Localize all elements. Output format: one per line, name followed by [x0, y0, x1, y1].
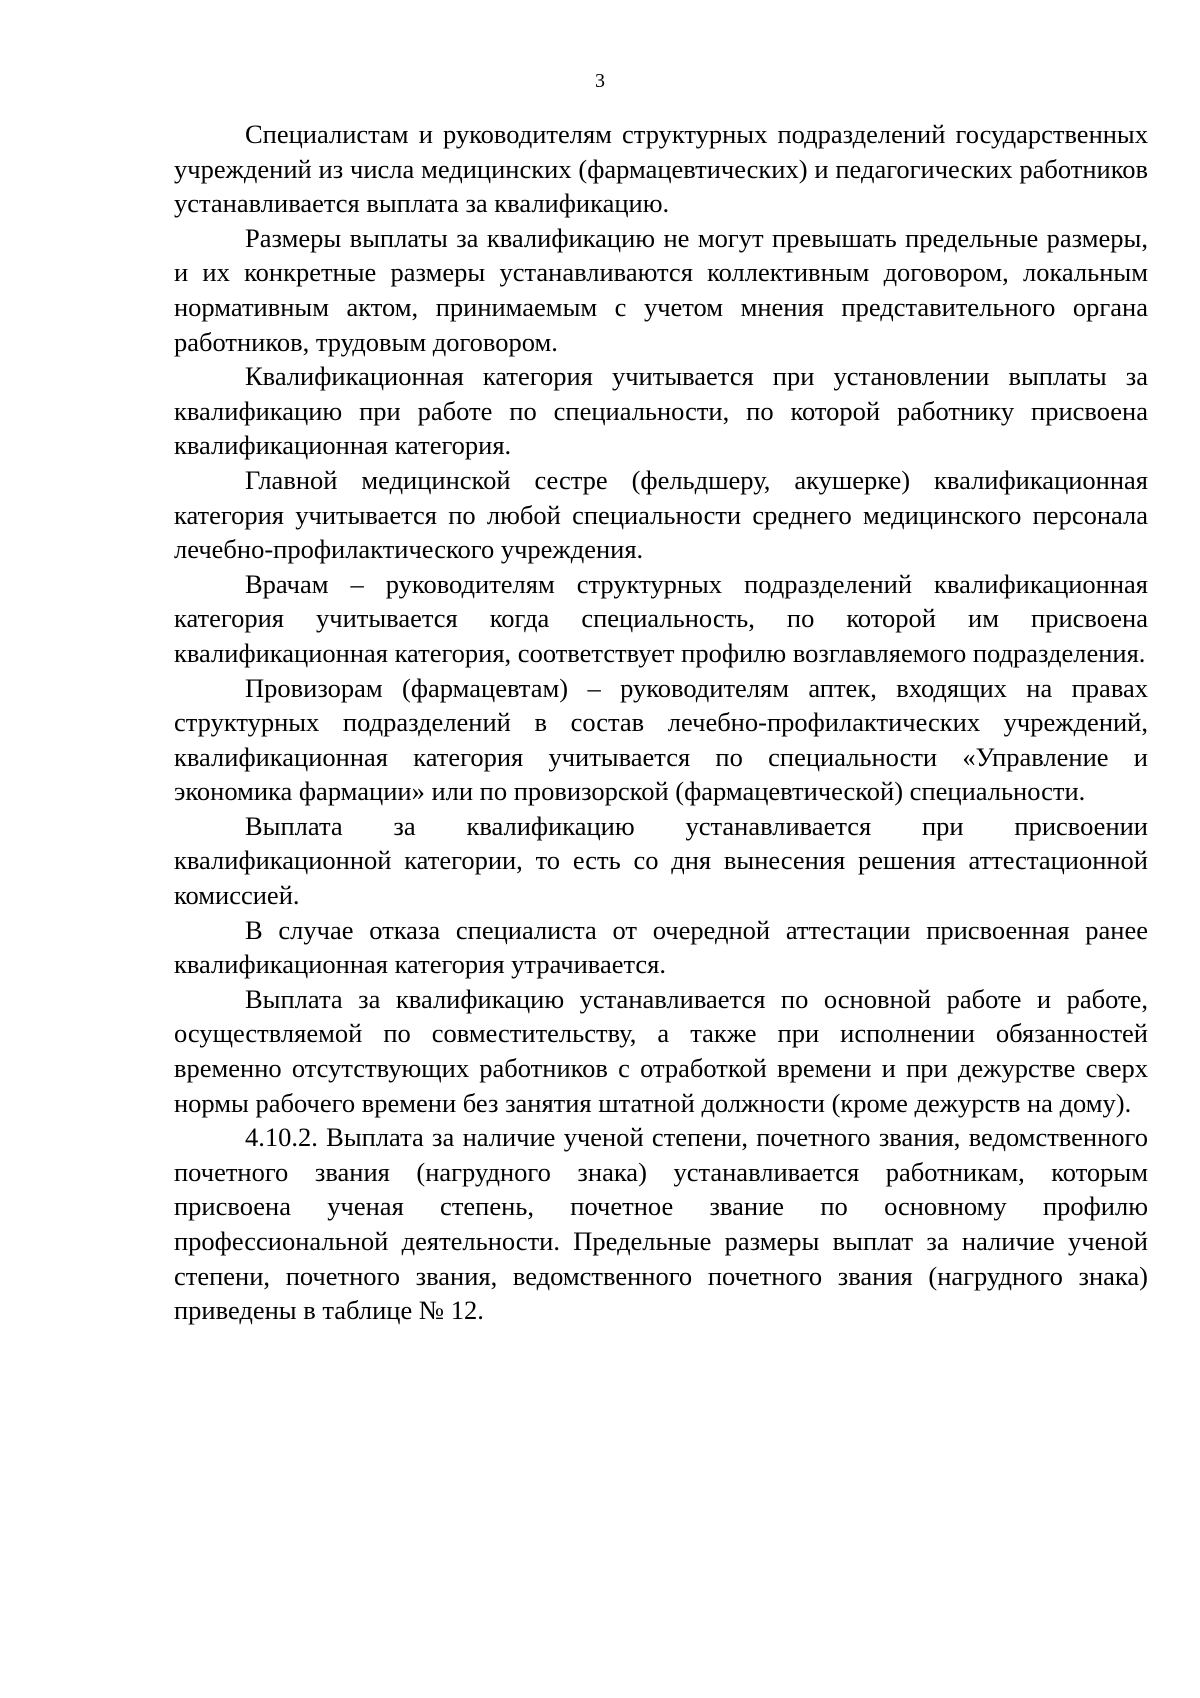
- document-body: [174, 117, 1148, 1328]
- paragraph-section-4-10-2: 4.10.2. Выплата за наличие ученой степени, почетного звания, ведомственного почетного звания (нагрудного знака) устанавливается работникам, которым присвоена ученая степень, почетное звание по основному профилю профессиональной деятельности. Предельные размеры выплат за наличие ученой степени, почетного звания, ведомственного почетного звания (нагрудного знака) приведены в таблице № 12.: [174, 1122, 1148, 1326]
- paragraph-payment-limits: Размеры выплаты за квалификацию не могут превышать предельные размеры, и их конкретные размеры устанавливаются коллективным договором, локальным нормативным актом, принимаемым с учетом мнения представительного органа работников, трудовым договором.: [174, 222, 1148, 357]
- paragraph-doctors-heads: Врачам – руководителям структурных подразделений квалификационная категория учитывается когда специальность, по которой им присвоена квалификационная категория, соответствует профилю возглавляемого подразделения.: [174, 568, 1148, 668]
- paragraph-payment-start: Выплата за квалификацию устанавливается при присвоении квалификационной категории, то есть со дня вынесения решения аттестационной комиссией.: [174, 810, 1148, 911]
- paragraph-qualification-payment: Специалистам и руководителям структурных подразделений государственных учреждений из числа медицинских (фармацевтических) и педагогических работников устанавливается выплата за квалификацию.: [174, 119, 1148, 219]
- page-number: 3: [595, 70, 605, 92]
- paragraph-main-and-secondary-work: Выплата за квалификацию устанавливается по основной работе и работе, осуществляемой по совместительству, а также при исполнении обязанностей временно отсутствующих работников с отработкой времени и при дежурстве сверх нормы рабочего времени без занятия штатной должности (кроме дежурств на дому).: [174, 983, 1148, 1118]
- paragraph-refusal: В случае отказа специалиста от очередной аттестации присвоенная ранее квалификационная категория утрачивается.: [174, 914, 1148, 980]
- paragraph-pharmacists: Провизорам (фармацевтам) – руководителям аптек, входящих на правах структурных подразделений в состав лечебно-профилактических учреждений, квалификационная категория учитывается по специальности «Управление и экономика фармации» или по провизорской (фармацевтической) специальности.: [174, 672, 1148, 807]
- paragraph-head-nurse: Главной медицинской сестре (фельдшеру, акушерке) квалификационная категория учитывается по любой специальности среднего медицинского персонала лечебно-профилактического учреждения.: [174, 464, 1148, 565]
- paragraph-category-accounting: Квалификационная категория учитывается при установлении выплаты за квалификацию при работе по специальности, по которой работнику присвоена квалификационная категория.: [174, 361, 1148, 461]
